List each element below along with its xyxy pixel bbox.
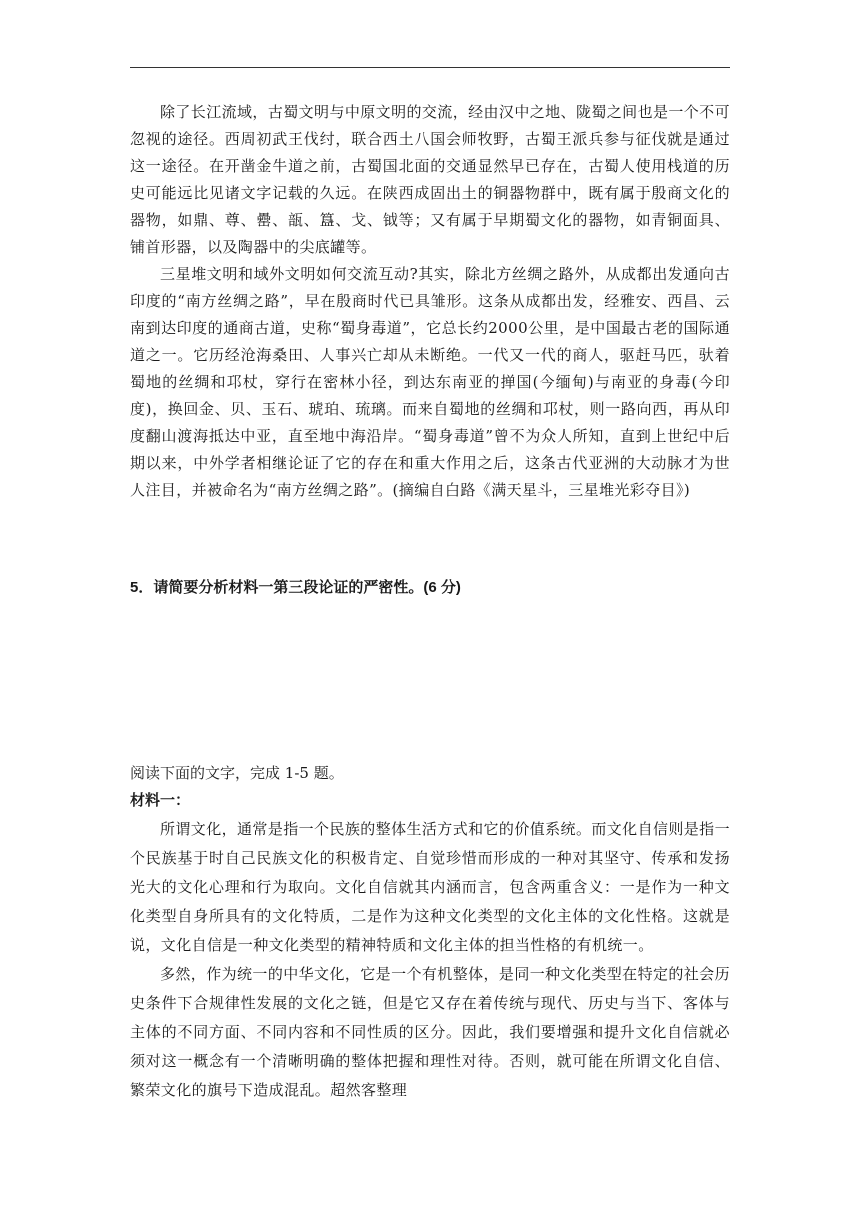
material-paragraph-2: 多然，作为统一的中华文化，它是一个有机整体，是同一种文化类型在特定的社会历史条件下合规律性发展的文化之链，但是它又存在着传统与现代、历史与当下、客体与主体的不同方面、不同内容和不同性质的区分。因此，我们要增强和提升文化自信就必须对这一概念有一个清晰明确的整体把握和理性对待。否则，就可能在所谓文化自信、繁荣文化的旗号下造成混乱。超然客整理 <box>130 965 730 1099</box>
material-paragraph-1: 所谓文化，通常是指一个民族的整体生活方式和它的价值系统。而文化自信则是指一个民族基于时自己民族文化的积极肯定、自觉珍惜而形成的一种对其坚守、传承和发扬光大的文化心理和行为取向。文化自信就其内涵而言，包含两重含义：一是作为一种文化类型自身所具有的文化特质，二是作为这种文化类型的文化主体的文化性格。这就是说，文化自信是一种文化类型的精神特质和文化主体的担当性格的有机统一。 <box>130 820 730 954</box>
material-label: 材料一： <box>130 792 191 809</box>
reading-instruction: 阅读下面的文字，完成 1-5 题。 <box>130 764 344 782</box>
header-rule <box>130 67 730 68</box>
bottom-section <box>130 759 730 1105</box>
passage-paragraph-2: 三星堆文明和域外文明如何交流互动?其实，除北方丝绸之路外，从成都出发通向古印度的“南方丝绸之路”，早在殷商时代已具雏形。这条从成都出发，经雅安、西昌、云南到达印度的通商古道，史称“蜀身毒道”，它总长约2000公里，是中国最古老的国际通道之一。它历经沧海桑田、人事兴亡却从未断绝。一代又一代的商人，驱赶马匹，驮着蜀地的丝绸和邛杖，穿行在密林小径，到达东南亚的掸国(今缅甸)与南亚的身毒(今印度)，换回金、贝、玉石、琥珀、琉璃。而来自蜀地的丝绸和邛杖，则一路向西，再从印度翻山渡海抵达中亚，直至地中海沿岸。“蜀身毒道”曾不为众人所知，直到上世纪中后期以来，中外学者相继论证了它的存在和重大作用之后，这条古代亚洲的大动脉才为世人注目，并被命名为“南方丝绸之路”。(摘编自白路《满天星斗，三星堆光彩夺目》) <box>130 265 730 499</box>
question-5: 5．请简要分析材料一第三段论证的严密性。(6 分) <box>130 579 461 596</box>
passage-paragraph-1: 除了长江流域，古蜀文明与中原文明的交流，经由汉中之地、陇蜀之间也是一个不可忽视的途径。西周初武王伐纣，联合西土八国会师牧野，古蜀王派兵参与征伐就是通过这一途径。在开凿金牛道之前，古蜀国北面的交通显然早已存在，古蜀人使用栈道的历史可能远比见诸文字记载的久远。在陕西成固出土的铜器物群中，既有属于殷商文化的器物，如鼎、尊、罍、瓿、簋、戈、钺等；又有属于早期蜀文化的器物，如青铜面具、铺首形器，以及陶器中的尖底罐等。 <box>130 103 730 256</box>
top-passage <box>130 99 730 504</box>
